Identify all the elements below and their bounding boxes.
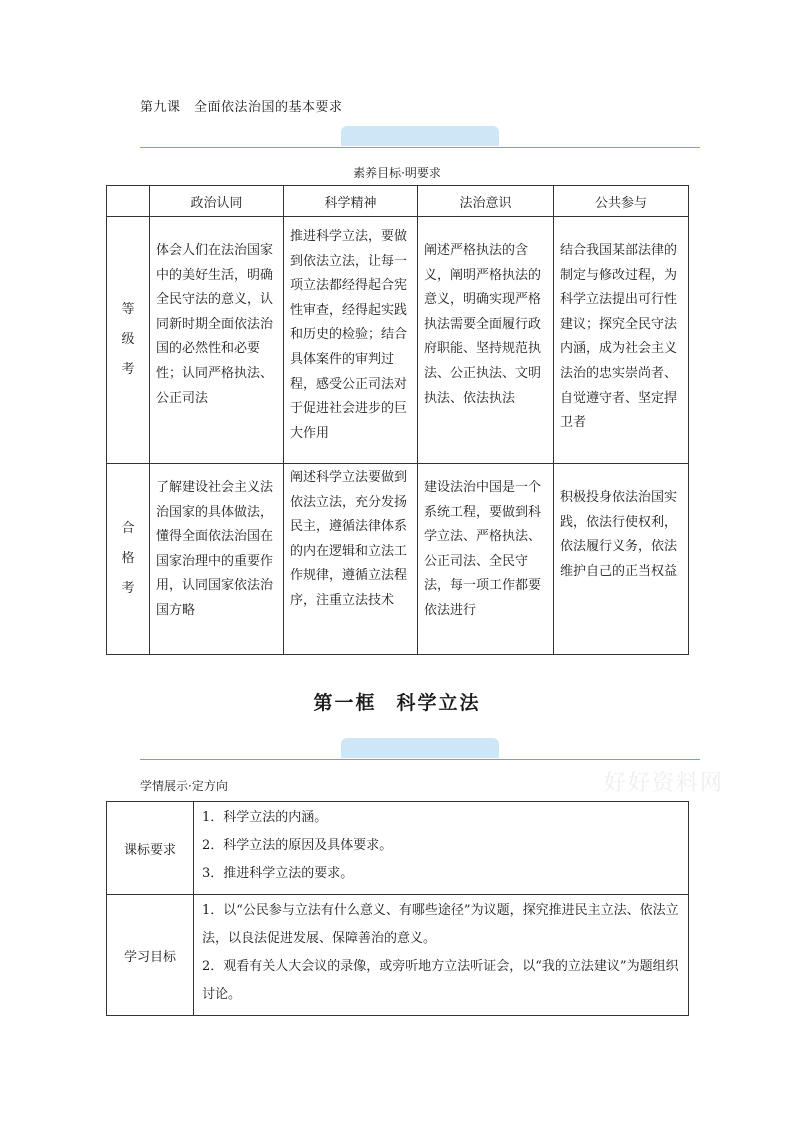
header-rule-of-law-awareness: 法治意识 <box>418 186 554 217</box>
goals-row-grade-exam <box>107 217 689 464</box>
header-rule <box>140 147 700 148</box>
section-title-part-2: 科学立法 <box>396 692 481 714</box>
header-tab-decoration <box>341 126 499 146</box>
row-label-objectives: 学习目标 <box>107 895 194 1016</box>
goals-table <box>106 185 689 655</box>
header-scientific-spirit: 科学精神 <box>284 186 418 217</box>
requirements-table <box>106 801 689 1016</box>
section-title <box>0 688 794 715</box>
header-public-participation: 公共参与 <box>554 186 689 217</box>
objectives-content <box>194 895 689 1016</box>
goal-cell: 结合我国某部法律的制定与修改过程，为科学立法提出可行性建议；探究全民守法内涵，成为社会主义法治的忠实崇尚者、自觉遵守者、坚定捍卫者 <box>554 217 689 464</box>
requirements-row-objectives <box>107 895 689 1016</box>
list-item: 2．科学立法的原因及具体要求。 <box>202 838 393 853</box>
situation-caption: 学情展示·定方向 <box>140 779 228 793</box>
header-political-identity: 政治认同 <box>150 186 284 217</box>
goals-corner-cell <box>107 186 150 217</box>
level-label-grade-exam: 等 级 考 <box>107 217 150 464</box>
goal-cell: 建设法治中国是一个系统工程，要做到科学立法、严格执法、公正司法、全民守法，每一项工作都要依法进行 <box>418 464 554 655</box>
goal-cell: 推进科学立法，要做到依法立法，让每一项立法都经得起合宪性审查，经得起实践和历史的检验；结合具体案件的审判过程，感受公正司法对于促进社会进步的巨大作用 <box>284 217 418 464</box>
list-item: 1．以“公民参与立法有什么意义、有哪些途径”为议题，探究推进民主立法、依法立法，以良法促进发展、保障善治的意义。 <box>202 903 679 946</box>
goal-cell: 阐述科学立法要做到依法立法，充分发扬民主，遵循法律体系的内在逻辑和立法工作规律，遵循立法程序，注重立法技术 <box>284 464 418 655</box>
lesson-title: 第九课 全面依法治国的基本要求 <box>140 100 343 115</box>
list-item: 3．推进科学立法的要求。 <box>202 866 354 881</box>
list-item: 2．观看有关人大会议的录像，或旁听地方立法听证会，以“我的立法建议”为题组织讨论。 <box>202 959 679 1002</box>
section-tab-decoration <box>341 738 499 758</box>
goal-cell: 了解建设社会主义法治国家的具体做法，懂得全面依法治国在国家治理中的重要作用，认同国家依法治国方略 <box>150 464 284 655</box>
requirements-row-standards <box>107 802 689 895</box>
row-label-standards: 课标要求 <box>107 802 194 895</box>
goals-header-row <box>107 186 689 217</box>
goals-caption: 素养目标·明要求 <box>353 166 441 180</box>
section-rule <box>140 759 700 760</box>
goal-cell: 阐述严格执法的含义，阐明严格执法的意义，明确实现严格执法需要全面履行政府职能、坚持规范执法、公正执法、文明执法、依法执法 <box>418 217 554 464</box>
standards-content <box>194 802 689 895</box>
section-title-part-1: 第一框 <box>313 692 377 714</box>
level-label-pass-exam: 合 格 考 <box>107 464 150 655</box>
goal-cell: 积极投身依法治国实践，依法行使权利，依法履行义务，依法维护自己的正当权益 <box>554 464 689 655</box>
watermark: 好好资料网 <box>604 771 725 796</box>
goals-row-pass-exam <box>107 464 689 655</box>
goal-cell: 体会人们在法治国家中的美好生活，明确全民守法的意义，认同新时期全面依法治国的必然性和必要性；认同严格执法、公正司法 <box>150 217 284 464</box>
list-item: 1．科学立法的内涵。 <box>202 810 328 825</box>
